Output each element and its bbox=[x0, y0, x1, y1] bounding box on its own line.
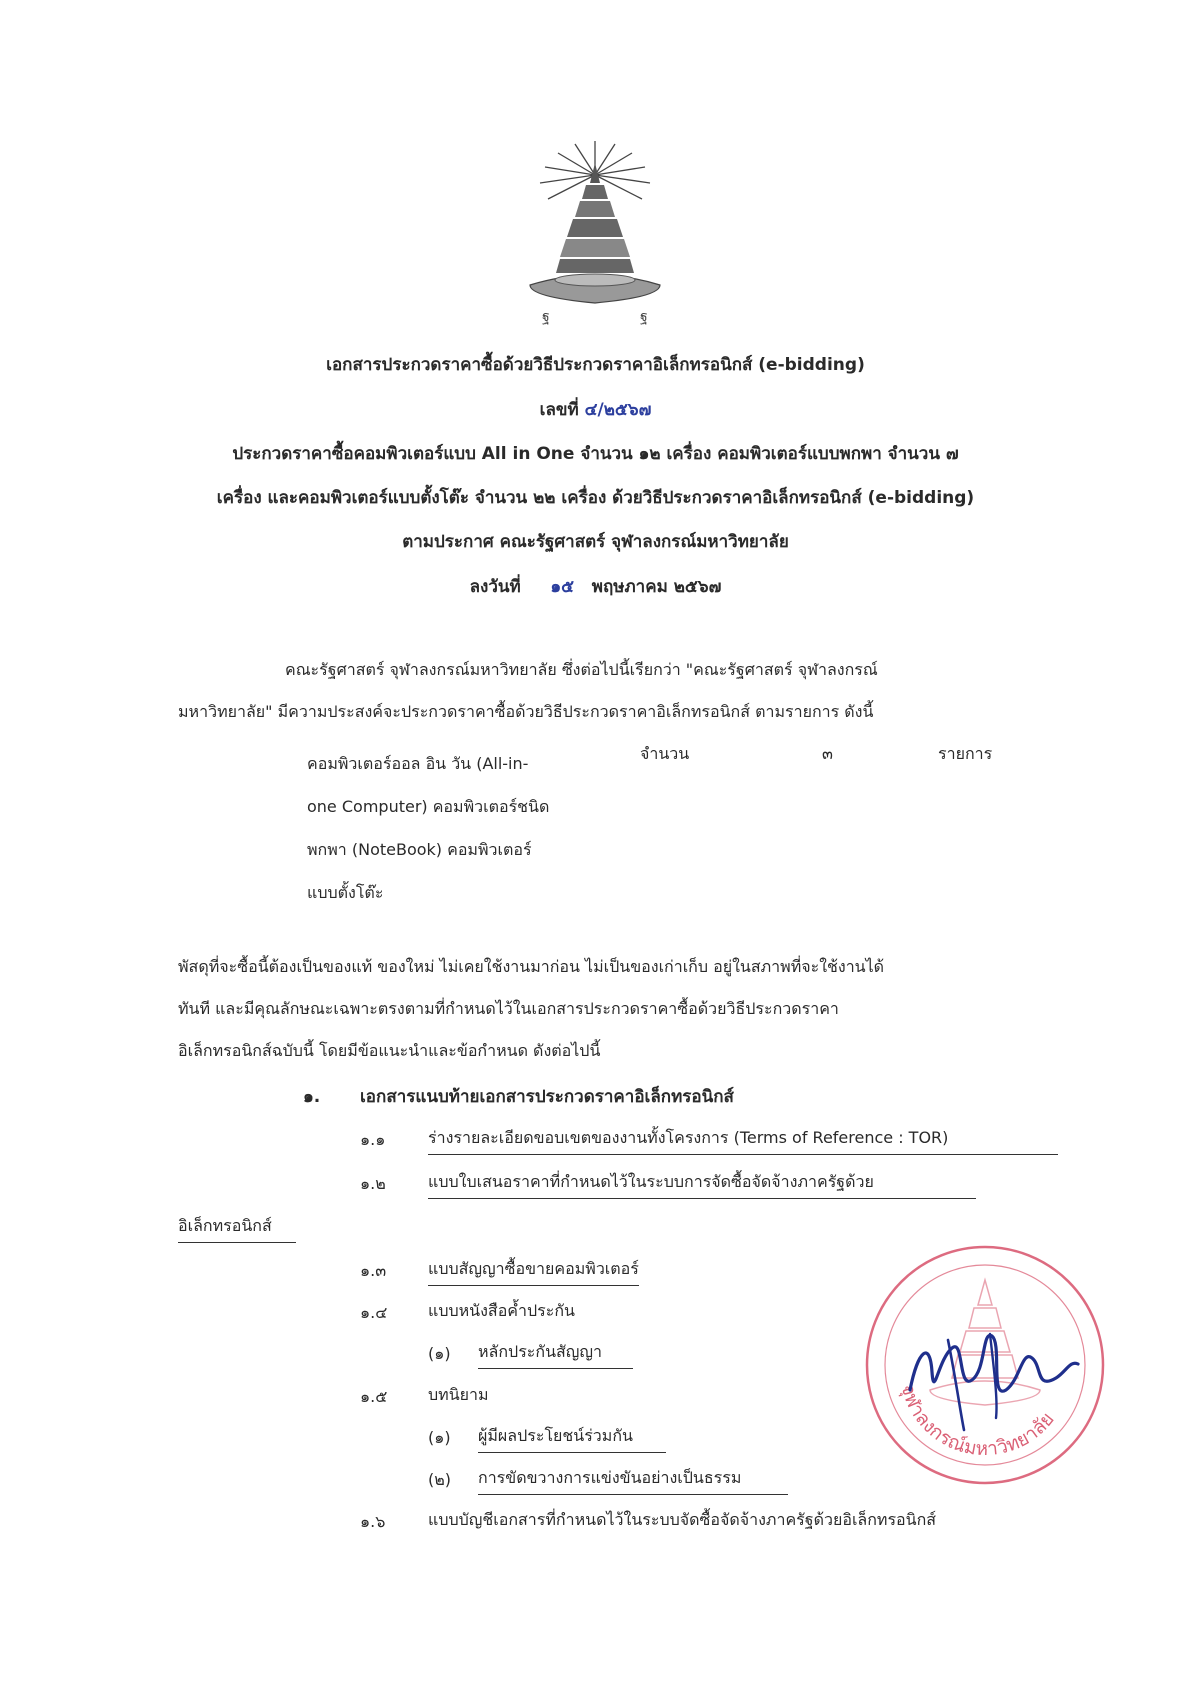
official-stamp bbox=[860, 1240, 1110, 1490]
announcement-line: ตามประกาศ คณะรัฐศาสตร์ จุฬาลงกรณ์มหาวิทยาลัย bbox=[402, 532, 789, 552]
sub-text-1-5-1: ผู้มีผลประโยชน์ร่วมกัน bbox=[478, 1424, 666, 1453]
number-value: ๔/๒๕๖๗ bbox=[584, 400, 652, 420]
document-title: เอกสารประกวดราคาซื้อด้วยวิธีประกวดราคาอิเล็กทรอนิกส์ (e-bidding) bbox=[326, 355, 865, 375]
stamp-text: จุฬาลงกรณ์มหาวิทยาลัย bbox=[896, 1381, 1059, 1461]
item-number-1-1: ๑.๑ bbox=[360, 1130, 386, 1149]
quantity-label: จำนวน bbox=[640, 744, 690, 763]
item-text-1-4: แบบหนังสือค้ำประกัน bbox=[428, 1301, 575, 1320]
item-text-1-5: บทนิยาม bbox=[428, 1385, 489, 1404]
section-1-title: เอกสารแนบท้ายเอกสารประกวดราคาอิเล็กทรอนิกส์ bbox=[360, 1087, 734, 1107]
sub-number-1-5-1: (๑) bbox=[428, 1428, 451, 1447]
sub-number-1-4-1: (๑) bbox=[428, 1344, 451, 1363]
sub-number-1-5-2: (๒) bbox=[428, 1470, 452, 1489]
svg-text:ฐ: ฐ bbox=[640, 309, 648, 325]
svg-text:จุฬาลงกรณ์มหาวิทยาลัย bbox=[896, 1382, 1059, 1461]
item-text-1-1: ร่างรายละเอียดขอบเขตของงานทั้งโครงการ (Terms of Reference : TOR) bbox=[428, 1126, 1058, 1155]
quantity-value: ๓ bbox=[822, 744, 833, 763]
sub-text-1-5-2: การขัดขวางการแข่งขันอย่างเป็นธรรม bbox=[478, 1466, 788, 1495]
announcement-date bbox=[0, 573, 1191, 600]
sub-text-1-4-1: หลักประกันสัญญา bbox=[478, 1340, 633, 1369]
item-description-line: คอมพิวเตอร์ออล อิน วัน (All-in- bbox=[307, 754, 529, 773]
item-description bbox=[307, 742, 549, 914]
item-text-1-3: แบบสัญญาซื้อขายคอมพิวเตอร์ bbox=[428, 1257, 639, 1286]
item-description-line: one Computer) คอมพิวเตอร์ชนิด bbox=[307, 797, 550, 816]
section-1-number: ๑. bbox=[303, 1087, 321, 1107]
number-label: เลขที่ bbox=[539, 400, 579, 420]
intro-line-1: คณะรัฐศาสตร์ จุฬาลงกรณ์มหาวิทยาลัย ซึ่งต่อไปนี้เรียกว่า "คณะรัฐศาสตร์ จุฬาลงกรณ์ bbox=[285, 660, 878, 679]
item-number-1-4: ๑.๔ bbox=[360, 1303, 388, 1322]
item-text-1-2: แบบใบเสนอราคาที่กำหนดไว้ในระบบการจัดซื้อจัดจ้างภาครัฐด้วย bbox=[428, 1170, 976, 1199]
item-text-1-2-continuation: อิเล็กทรอนิกส์ bbox=[178, 1214, 296, 1243]
subject-line-1: ประกวดราคาซื้อคอมพิวเตอร์แบบ All in One จำนวน ๑๒ เครื่อง คอมพิวเตอร์แบบพกพา จำนวน ๗ bbox=[232, 444, 959, 464]
university-emblem bbox=[520, 135, 670, 325]
date-day: ๑๕ bbox=[550, 577, 574, 597]
item-number-1-6: ๑.๖ bbox=[360, 1512, 386, 1531]
item-description-line: พกพา (NoteBook) คอมพิวเตอร์ bbox=[307, 840, 532, 859]
unit-label: รายการ bbox=[938, 744, 993, 763]
item-number-1-3: ๑.๓ bbox=[360, 1261, 387, 1280]
intro-line-2: มหาวิทยาลัย" มีความประสงค์จะประกวดราคาซื้อด้วยวิธีประกวดราคาอิเล็กทรอนิกส์ ตามรายการ ดังนี้ bbox=[178, 702, 874, 721]
date-label: ลงวันที่ bbox=[469, 577, 521, 597]
conditions-line-3: อิเล็กทรอนิกส์ฉบับนี้ โดยมีข้อแนะนำและข้อกำหนด ดังต่อไปนี้ bbox=[178, 1041, 601, 1060]
subject-line-2: เครื่อง และคอมพิวเตอร์แบบตั้งโต๊ะ จำนวน ๒๒ เครื่อง ด้วยวิธีประกวดราคาอิเล็กทรอนิกส์ (e-bidding) bbox=[216, 488, 975, 508]
document-number bbox=[0, 396, 1191, 423]
item-number-1-5: ๑.๕ bbox=[360, 1387, 388, 1406]
svg-text:ฐ: ฐ bbox=[542, 309, 550, 325]
conditions-line-2: ทันที และมีคุณลักษณะเฉพาะตรงตามที่กำหนดไว้ในเอกสารประกวดราคาซื้อด้วยวิธีประกวดราคา bbox=[178, 999, 839, 1018]
item-description-line: แบบตั้งโต๊ะ bbox=[307, 883, 384, 902]
item-number-1-2: ๑.๒ bbox=[360, 1174, 386, 1193]
item-text-1-6: แบบบัญชีเอกสารที่กำหนดไว้ในระบบจัดซื้อจัดจ้างภาครัฐด้วยอิเล็กทรอนิกส์ bbox=[428, 1510, 937, 1529]
conditions-line-1: พัสดุที่จะซื้อนี้ต้องเป็นของแท้ ของใหม่ ไม่เคยใช้งานมาก่อน ไม่เป็นของเก่าเก็บ อยู่ในสภาพที่จะใช้งานได้ bbox=[178, 957, 885, 976]
date-month-year: พฤษภาคม ๒๕๖๗ bbox=[591, 577, 722, 597]
